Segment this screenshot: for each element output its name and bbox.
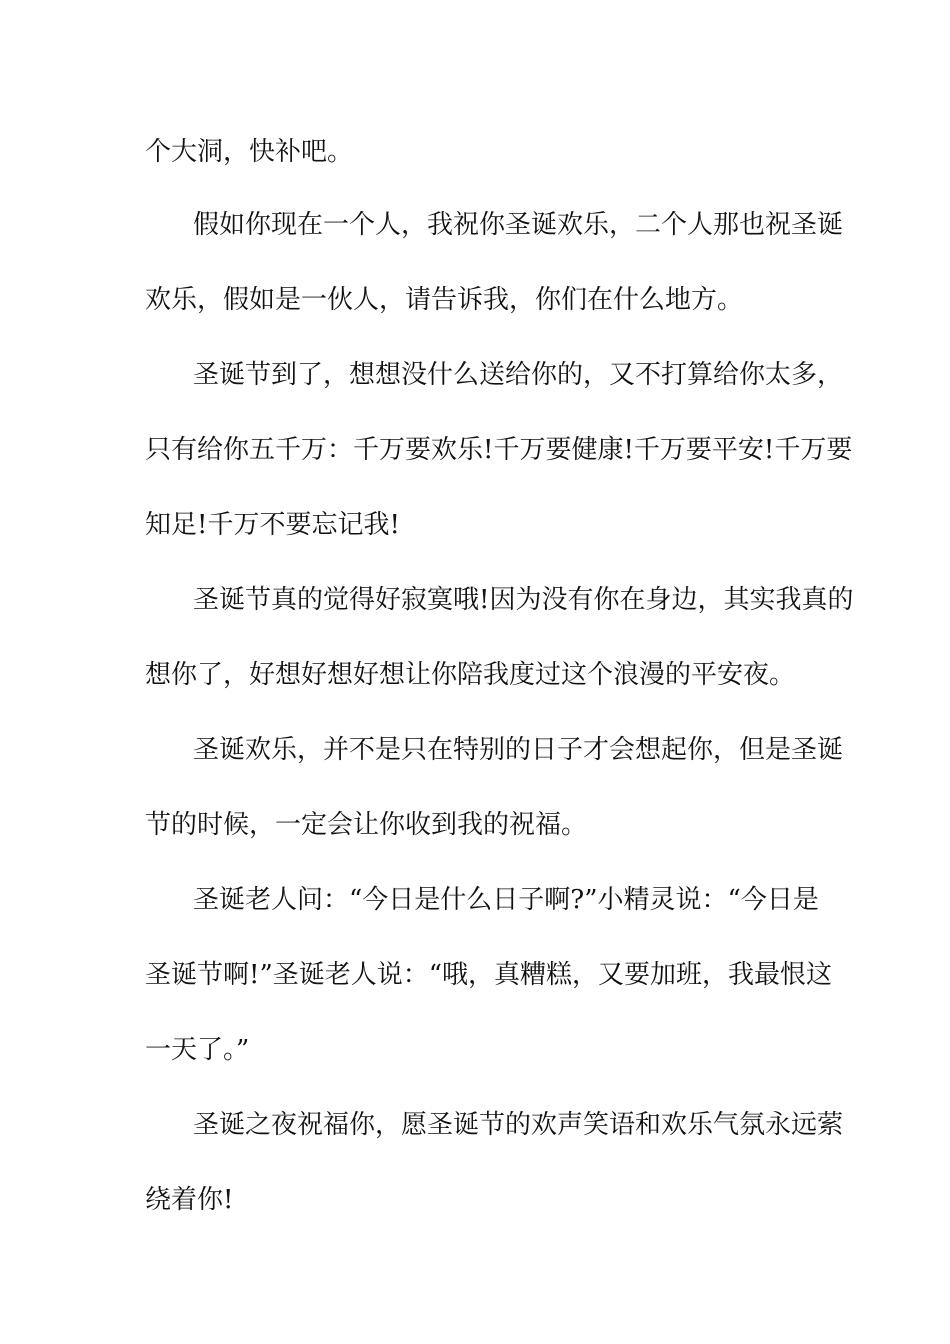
text-line: 圣诞节啊!”圣诞老人说：“哦，真糟糕，又要加班，我最恨这 [145,960,833,990]
text-line: 个大洞，快补吧。 [145,137,354,167]
text-line: 想你了，好想好想好想让你陪我度过这个浪漫的平安夜。 [145,660,796,690]
paragraph-first-line: 圣诞节真的觉得好寂寞哦!因为没有你在身边，其实我真的 [193,585,854,615]
paragraph-first-line: 圣诞之夜祝福你，愿圣诞节的欢声笑语和欢乐气氛永远萦 [193,1110,844,1140]
text-line: 知足!千万不要忘记我! [145,510,400,540]
text-line: 欢乐，假如是一伙人，请告诉我，你们在什么地方。 [145,285,744,315]
text-line: 绕着你! [145,1185,234,1215]
paragraph-first-line: 假如你现在一个人，我祝你圣诞欢乐，二个人那也祝圣诞 [193,210,844,240]
text-line: 节的时候，一定会让你收到我的祝福。 [145,810,588,840]
text-line: 一天了。” [145,1035,250,1065]
paragraph-first-line: 圣诞节到了，想想没什么送给你的，又不打算给你太多， [193,360,844,390]
paragraph-first-line: 圣诞欢乐，并不是只在特别的日子才会想起你，但是圣诞 [193,735,844,765]
paragraph-first-line: 圣诞老人问：“今日是什么日子啊?”小精灵说：“今日是 [193,885,819,915]
text-line: 只有给你五千万：千万要欢乐!千万要健康!千万要平安!千万要 [145,435,853,465]
